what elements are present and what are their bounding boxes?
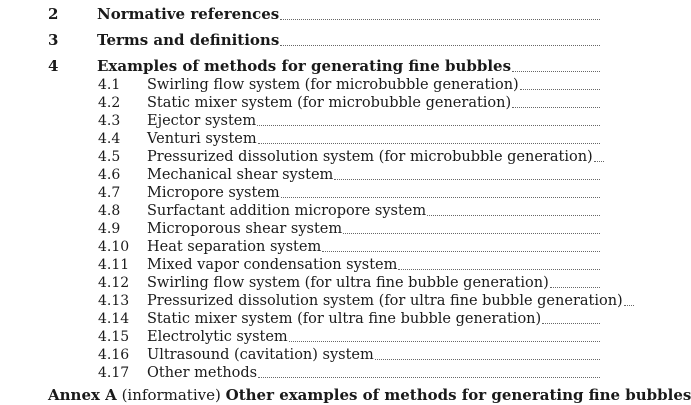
entry-line: [97, 4, 600, 24]
subsection-number: 4.15: [98, 329, 130, 345]
annex-label: Annex A: [48, 386, 117, 404]
subsection-number: 4.8: [98, 203, 121, 219]
subsection-number: 4.10: [98, 239, 130, 255]
dot-leader: [257, 124, 600, 126]
subsection-number: 4.2: [98, 95, 121, 111]
section-title: Examples of methods for generating fine bubbles: [97, 57, 512, 75]
toc-entry-subsection-4-8[interactable]: [0, 202, 600, 220]
subsection-title: Pressurized dissolution system (for ultra fine bubble generation): [147, 293, 623, 309]
toc-entry-subsection-4-13[interactable]: [0, 292, 623, 310]
toc-entry-subsection-4-5[interactable]: [0, 148, 600, 166]
entry-line: [147, 184, 600, 202]
entry-line: [147, 112, 600, 130]
dot-leader: [280, 44, 600, 46]
entry-line: [97, 56, 600, 76]
toc-entry-subsection-4-16[interactable]: [0, 346, 600, 364]
subsection-title: Swirling flow system (for microbubble generation): [147, 77, 519, 93]
dot-leader: [334, 178, 600, 180]
subsection-title: Static mixer system (for ultra fine bubble generation): [147, 311, 542, 327]
subsection-number: 4.17: [98, 365, 130, 381]
subsection-title: Heat separation system: [147, 239, 322, 255]
subsection-number: 4.7: [98, 185, 121, 201]
toc-entry-annex-a[interactable]: [48, 385, 691, 405]
dot-leader: [258, 376, 600, 378]
section-title: Terms and definitions: [97, 31, 280, 49]
toc-entry-subsection-4-10[interactable]: [0, 238, 600, 256]
subsection-number: 4.6: [98, 167, 121, 183]
dot-leader: [322, 250, 600, 252]
dot-leader: [512, 70, 600, 72]
subsection-number: 4.3: [98, 113, 121, 129]
dot-leader: [343, 232, 600, 234]
subsection-title: Other methods: [147, 365, 258, 381]
subsection-title: Static mixer system (for microbubble generation): [147, 95, 512, 111]
dot-leader: [542, 322, 600, 324]
toc-entry-subsection-4-3[interactable]: [0, 112, 600, 130]
subsection-title: Ejector system: [147, 113, 257, 129]
entry-line: [147, 310, 600, 328]
subsection-number: 4.16: [98, 347, 130, 363]
entry-line: [147, 364, 600, 382]
toc-entry-subsection-4-1[interactable]: [0, 76, 600, 94]
toc-entry-subsection-4-14[interactable]: [0, 310, 600, 328]
dot-leader: [398, 268, 600, 270]
dot-leader: [550, 286, 600, 288]
subsection-title: Mechanical shear system: [147, 167, 334, 183]
dot-leader: [512, 106, 600, 108]
toc-entry-subsection-4-6[interactable]: [0, 166, 600, 184]
dot-leader: [594, 160, 604, 162]
section-title: Normative references: [97, 5, 280, 23]
section-number: 2: [48, 5, 59, 23]
entry-line: [147, 274, 600, 292]
toc-entry-subsection-4-4[interactable]: [0, 130, 600, 148]
subsection-number: 4.11: [98, 257, 130, 273]
dot-leader: [375, 358, 600, 360]
subsection-number: 4.5: [98, 149, 121, 165]
dot-leader: [427, 214, 600, 216]
toc-entry-section-2[interactable]: [0, 4, 600, 24]
annex-title: Other examples of methods for generating fine bubbles: [225, 386, 691, 404]
subsection-title: Microporous shear system: [147, 221, 343, 237]
toc-entry-subsection-4-11[interactable]: [0, 256, 600, 274]
dot-leader: [258, 142, 600, 144]
dot-leader: [289, 340, 600, 342]
section-number: 3: [48, 31, 59, 49]
subsection-number: 4.4: [98, 131, 121, 147]
entry-line: [147, 148, 600, 166]
entry-line: [147, 292, 623, 310]
toc-entry-section-4[interactable]: [0, 56, 600, 76]
subsection-title: Surfactant addition micropore system: [147, 203, 427, 219]
toc-entry-subsection-4-12[interactable]: [0, 274, 600, 292]
subsection-title: Micropore system: [147, 185, 280, 201]
section-number: 4: [48, 57, 59, 75]
subsection-title: Venturi system: [147, 131, 257, 147]
subsection-title: Electrolytic system: [147, 329, 288, 345]
entry-line: [147, 130, 600, 148]
subsection-number: 4.12: [98, 275, 130, 291]
entry-line: [147, 76, 600, 94]
entry-line: [147, 346, 600, 364]
entry-line: [147, 256, 600, 274]
subsection-number: 4.14: [98, 311, 130, 327]
entry-line: [147, 94, 600, 112]
toc-entry-subsection-4-17[interactable]: [0, 364, 600, 382]
entry-line: [97, 30, 600, 50]
annex-type: (informative): [121, 386, 221, 404]
toc-entry-subsection-4-15[interactable]: [0, 328, 600, 346]
subsection-title: Mixed vapor condensation system: [147, 257, 398, 273]
dot-leader: [520, 88, 600, 90]
entry-line: [147, 220, 600, 238]
toc-entry-section-3[interactable]: [0, 30, 600, 50]
entry-line: [147, 166, 600, 184]
subsection-number: 4.9: [98, 221, 121, 237]
dot-leader: [624, 304, 634, 306]
subsection-number: 4.1: [98, 77, 121, 93]
entry-line: [147, 238, 600, 256]
toc-entry-subsection-4-2[interactable]: [0, 94, 600, 112]
subsection-title: Pressurized dissolution system (for microbubble generation): [147, 149, 593, 165]
toc-entry-subsection-4-9[interactable]: [0, 220, 600, 238]
dot-leader: [281, 196, 600, 198]
subsection-title: Ultrasound (cavitation) system: [147, 347, 374, 363]
subsection-number: 4.13: [98, 293, 130, 309]
entry-line: [147, 202, 600, 220]
subsection-title: Swirling flow system (for ultra fine bubble generation): [147, 275, 549, 291]
dot-leader: [280, 18, 600, 20]
toc-entry-subsection-4-7[interactable]: [0, 184, 600, 202]
entry-line: [147, 328, 600, 346]
